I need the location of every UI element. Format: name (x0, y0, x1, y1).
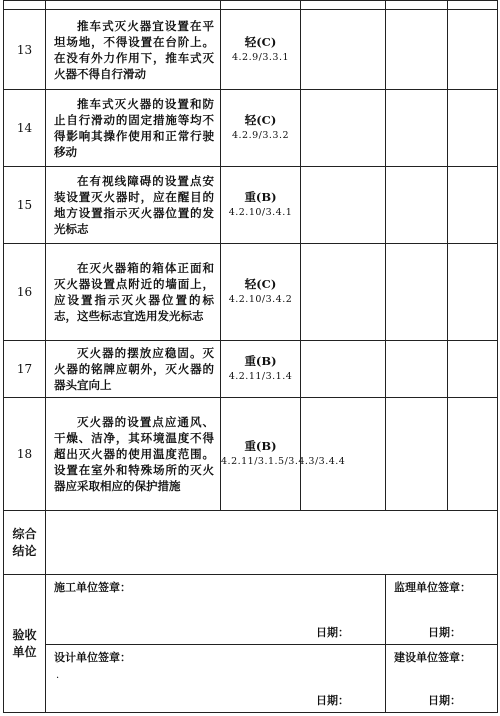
result-cell (448, 90, 498, 167)
design-unit-label: 设计单位签章： (54, 651, 131, 664)
category-cell (221, 90, 301, 167)
conclusion-field (46, 511, 498, 575)
result-cell (386, 10, 448, 90)
construction-signature-cell (46, 575, 386, 645)
check-content: 推车式灭火器宜设置在平坦场地，不得设置在台阶上。在没有外力作用下，推车式灭火器不得自行滑动 (46, 10, 221, 90)
supervision-unit-label: 监理单位签章： (394, 581, 471, 594)
check-content: 灭火器的摆放应稳固。灭火器的铭牌应朝外，灭火器的器头宜向上 (46, 341, 221, 398)
clause-reference: 4.2.9/3.3.2 (231, 130, 290, 141)
row-number: 18 (4, 398, 46, 511)
conclusion-row (4, 511, 498, 575)
signature-row (4, 575, 498, 645)
design-signature-cell (46, 645, 386, 713)
construction-date-label: 日期： (316, 626, 349, 639)
severity-level: 重(B) (244, 439, 277, 453)
result-cell (448, 167, 498, 244)
row-number: 15 (4, 167, 46, 244)
clause-reference: 4.2.10/3.4.1 (228, 207, 293, 218)
table-row (4, 244, 498, 341)
table-row (4, 10, 498, 90)
result-cell (448, 10, 498, 90)
result-cell (301, 244, 386, 341)
category-cell (221, 341, 301, 398)
row-number: 14 (4, 90, 46, 167)
severity-level: 重(B) (244, 190, 277, 204)
conclusion-label: 综合 结论 (4, 511, 46, 575)
result-cell (301, 341, 386, 398)
inspection-table (3, 0, 498, 713)
clause-reference: 4.2.11/3.1.5/3.4.3/3.4.4 (221, 456, 346, 467)
result-cell (386, 341, 448, 398)
result-cell (448, 244, 498, 341)
result-cell (386, 167, 448, 244)
supervision-date-label: 日期： (428, 626, 461, 639)
builder-date-label: 日期： (428, 694, 461, 707)
signature-row (4, 645, 498, 713)
result-cell (386, 244, 448, 341)
category-cell (221, 10, 301, 90)
result-cell (301, 398, 386, 511)
design-date-label: 日期： (316, 694, 349, 707)
table-row (4, 90, 498, 167)
acceptance-unit-label: 验收 单位 (4, 575, 46, 713)
row-number: 13 (4, 10, 46, 90)
severity-level: 重(B) (244, 354, 277, 368)
check-content: 推车式灭火器的设置和防止自行滑动的固定措施等均不得影响其操作使用和正常行驶移动 (46, 90, 221, 167)
check-content: 在灭火器箱的箱体正面和灭火器设置点附近的墙面上，应设置指示灭火器位置的标志，这些标志宜选用发光标志 (46, 244, 221, 341)
clause-reference: 4.2.10/3.4.2 (228, 294, 293, 305)
builder-unit-label: 建设单位签章： (394, 651, 471, 664)
category-cell (221, 167, 301, 244)
table-top-row (4, 1, 498, 10)
severity-level: 轻(C) (244, 277, 277, 291)
supervision-signature-cell (386, 575, 498, 645)
severity-level: 轻(C) (244, 113, 277, 127)
category-cell (221, 398, 346, 511)
severity-level: 轻(C) (244, 34, 277, 49)
clause-reference: 4.2.11/3.1.4 (228, 371, 293, 382)
stray-mark: · (56, 673, 60, 684)
table-row (4, 167, 498, 244)
result-cell (301, 90, 386, 167)
clause-reference: 4.2.9/3.3.1 (231, 51, 290, 63)
builder-signature-cell (386, 645, 498, 713)
table-row (4, 398, 498, 511)
row-number: 17 (4, 341, 46, 398)
result-cell (301, 167, 386, 244)
result-cell (301, 10, 386, 90)
result-cell (386, 398, 448, 511)
category-cell (221, 244, 301, 341)
construction-unit-label: 施工单位签章： (54, 581, 131, 594)
result-cell (448, 341, 498, 398)
row-number: 16 (4, 244, 46, 341)
result-cell (448, 398, 498, 511)
check-content: 在有视线障碍的设置点安装设置灭火器时，应在醒目的地方设置指示灭火器位置的发光标志 (46, 167, 221, 244)
result-cell (386, 90, 448, 167)
table-row (4, 341, 498, 398)
check-content: 灭火器的设置点应通风、干燥、洁净，其环境温度不得超出灭火器的使用温度范围。设置在室外和特殊场所的灭火器应采取相应的保护措施 (46, 398, 221, 511)
